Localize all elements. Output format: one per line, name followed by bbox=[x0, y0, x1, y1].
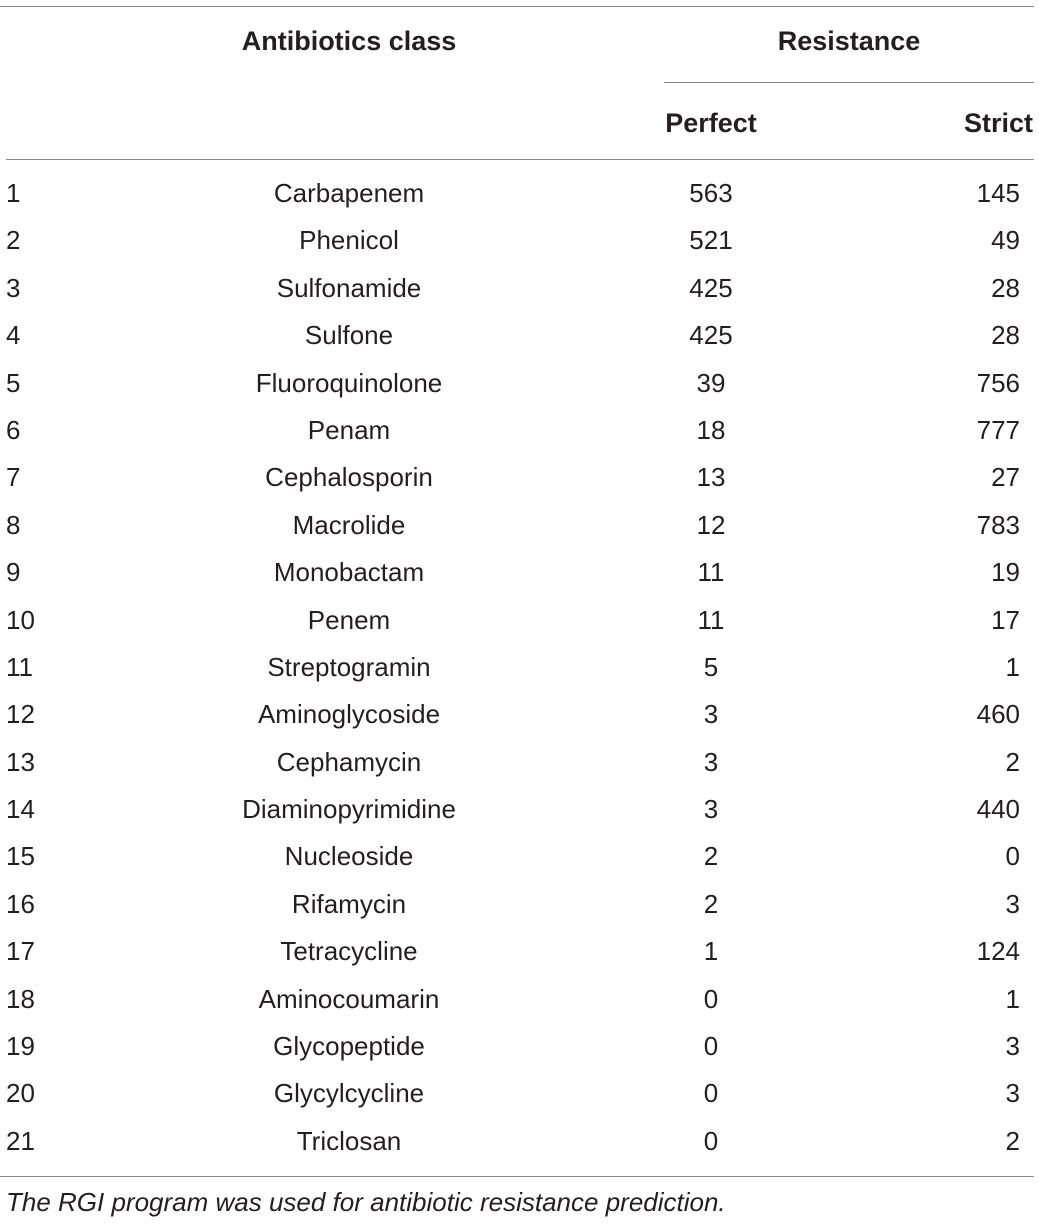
strict-count: 145 bbox=[976, 178, 1020, 208]
table-row bbox=[0, 407, 1039, 454]
header-antibiotics-class: Antibiotics class bbox=[241, 26, 457, 56]
perfect-count: 3 bbox=[703, 699, 719, 730]
header-perfect: Perfect bbox=[665, 108, 757, 138]
table-row bbox=[0, 360, 1039, 407]
antibiotic-class: Sulfone bbox=[304, 320, 394, 351]
strict-count: 17 bbox=[991, 604, 1020, 635]
row-number: 7 bbox=[6, 462, 21, 493]
perfect-count: 12 bbox=[696, 509, 726, 540]
row-number: 19 bbox=[6, 1031, 35, 1062]
perfect-count: 0 bbox=[703, 1125, 719, 1156]
table-row bbox=[0, 312, 1039, 359]
antibiotic-class: Glycylcycline bbox=[273, 1078, 425, 1109]
row-number: 10 bbox=[6, 604, 35, 635]
perfect-count: 13 bbox=[696, 462, 726, 493]
table-row bbox=[0, 833, 1039, 880]
antibiotic-class: Glycopeptide bbox=[273, 1031, 425, 1062]
antibiotic-class: Sulfonamide bbox=[276, 272, 422, 303]
strict-count: 440 bbox=[976, 794, 1020, 825]
row-number: 20 bbox=[6, 1078, 35, 1109]
row-number: 17 bbox=[6, 936, 35, 967]
table-body bbox=[0, 170, 1039, 1165]
strict-count: 1 bbox=[1005, 983, 1020, 1014]
perfect-count: 3 bbox=[703, 746, 719, 777]
row-number: 1 bbox=[6, 178, 21, 208]
strict-count: 1 bbox=[1005, 651, 1020, 682]
row-number: 9 bbox=[6, 557, 21, 588]
table-row bbox=[0, 739, 1039, 786]
strict-count: 49 bbox=[991, 225, 1020, 256]
table-row bbox=[0, 1023, 1039, 1070]
header-resistance: Resistance bbox=[777, 26, 921, 56]
strict-count: 27 bbox=[991, 462, 1020, 493]
row-number: 3 bbox=[6, 272, 21, 303]
antibiotic-class: Nucleoside bbox=[284, 841, 414, 872]
perfect-count: 2 bbox=[703, 888, 719, 919]
strict-count: 783 bbox=[976, 509, 1020, 540]
row-number: 8 bbox=[6, 509, 21, 540]
perfect-count: 39 bbox=[696, 367, 726, 398]
table-row bbox=[0, 928, 1039, 975]
row-number: 14 bbox=[6, 794, 35, 825]
perfect-count: 425 bbox=[689, 320, 733, 351]
row-number: 5 bbox=[6, 367, 21, 398]
strict-count: 777 bbox=[976, 414, 1020, 445]
antibiotic-class: Monobactam bbox=[273, 557, 425, 588]
antibiotic-class: Penem bbox=[307, 604, 391, 635]
strict-count: 460 bbox=[976, 699, 1020, 730]
antibiotic-class: Streptogramin bbox=[267, 651, 431, 682]
strict-count: 19 bbox=[991, 557, 1020, 588]
table-row bbox=[0, 1070, 1039, 1117]
strict-count: 124 bbox=[976, 936, 1020, 967]
perfect-count: 2 bbox=[703, 841, 719, 872]
row-number: 18 bbox=[6, 983, 35, 1014]
antibiotic-class: Phenicol bbox=[299, 225, 399, 256]
perfect-count: 3 bbox=[703, 794, 719, 825]
antibiotic-class: Fluoroquinolone bbox=[255, 367, 443, 398]
row-number: 15 bbox=[6, 841, 35, 872]
table-footnote: The RGI program was used for antibiotic resistance prediction. bbox=[6, 1187, 726, 1217]
perfect-count: 521 bbox=[689, 225, 733, 256]
table-row bbox=[0, 170, 1039, 217]
table-row bbox=[0, 265, 1039, 312]
antibiotic-class: Aminoglycoside bbox=[257, 699, 441, 730]
table-bottom-rule bbox=[0, 1176, 1034, 1177]
resistance-span-rule bbox=[664, 82, 1034, 83]
table-row bbox=[0, 549, 1039, 596]
antibiotic-class: Macrolide bbox=[292, 509, 406, 540]
antibiotic-class: Carbapenem bbox=[273, 178, 425, 208]
strict-count: 28 bbox=[991, 272, 1020, 303]
perfect-count: 425 bbox=[689, 272, 733, 303]
perfect-count: 1 bbox=[703, 936, 719, 967]
strict-count: 756 bbox=[976, 367, 1020, 398]
perfect-count: 18 bbox=[696, 414, 726, 445]
strict-count: 3 bbox=[1005, 1078, 1020, 1109]
table-row bbox=[0, 691, 1039, 738]
table-row bbox=[0, 976, 1039, 1023]
table-row bbox=[0, 502, 1039, 549]
strict-count: 3 bbox=[1005, 1031, 1020, 1062]
row-number: 13 bbox=[6, 746, 35, 777]
table-row bbox=[0, 217, 1039, 264]
row-number: 16 bbox=[6, 888, 35, 919]
table-top-rule bbox=[0, 6, 1034, 7]
row-number: 2 bbox=[6, 225, 21, 256]
antibiotic-class: Rifamycin bbox=[291, 888, 407, 919]
antibiotic-class: Cephamycin bbox=[276, 746, 422, 777]
perfect-count: 11 bbox=[697, 604, 725, 635]
antibiotic-class: Triclosan bbox=[296, 1125, 402, 1156]
table-row bbox=[0, 644, 1039, 691]
row-number: 12 bbox=[6, 699, 35, 730]
row-number: 11 bbox=[6, 651, 33, 682]
antibiotic-class: Tetracycline bbox=[280, 936, 418, 967]
row-number: 21 bbox=[6, 1125, 35, 1156]
header-strict: Strict bbox=[963, 108, 1033, 138]
perfect-count: 11 bbox=[697, 557, 725, 588]
table-row bbox=[0, 786, 1039, 833]
antibiotic-class: Cephalosporin bbox=[265, 462, 433, 493]
strict-count: 2 bbox=[1005, 746, 1020, 777]
perfect-count: 563 bbox=[689, 178, 733, 208]
perfect-count: 0 bbox=[703, 1078, 719, 1109]
perfect-count: 5 bbox=[703, 651, 719, 682]
strict-count: 28 bbox=[991, 320, 1020, 351]
table-row bbox=[0, 881, 1039, 928]
strict-count: 0 bbox=[1005, 841, 1020, 872]
header-bottom-rule bbox=[6, 159, 1034, 160]
strict-count: 3 bbox=[1005, 888, 1020, 919]
row-number: 4 bbox=[6, 320, 21, 351]
row-number: 6 bbox=[6, 414, 21, 445]
antibiotic-class: Penam bbox=[307, 414, 391, 445]
table-row bbox=[0, 1118, 1039, 1165]
perfect-count: 0 bbox=[703, 1031, 719, 1062]
perfect-count: 0 bbox=[703, 983, 719, 1014]
strict-count: 2 bbox=[1005, 1125, 1020, 1156]
table-row bbox=[0, 454, 1039, 501]
antibiotic-class: Aminocoumarin bbox=[258, 983, 440, 1014]
table-row bbox=[0, 597, 1039, 644]
antibiotic-class: Diaminopyrimidine bbox=[242, 794, 456, 825]
